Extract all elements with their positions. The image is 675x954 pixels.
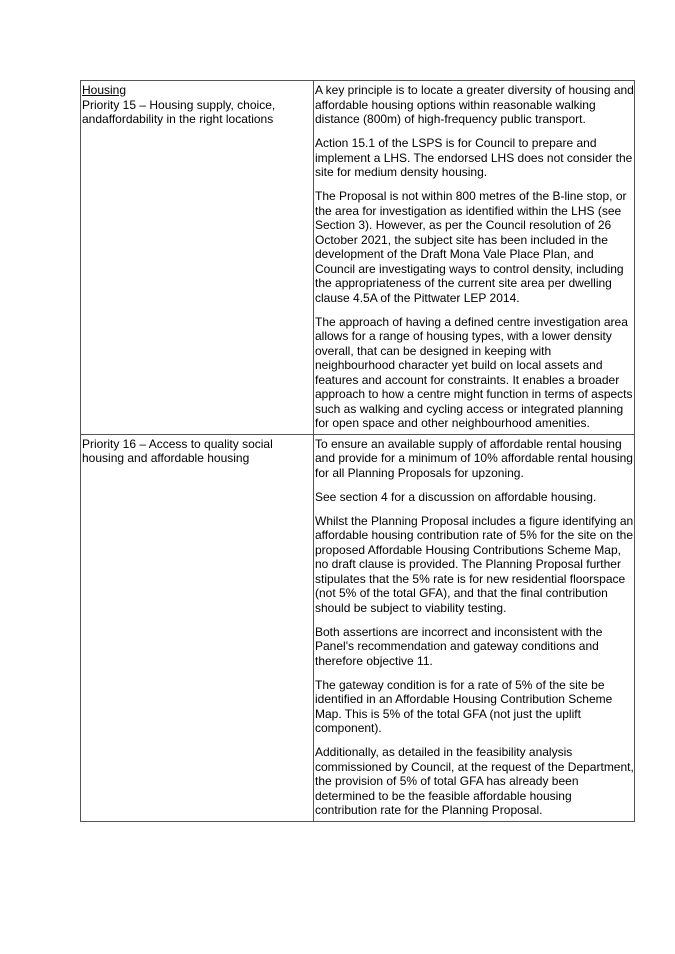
priority-cell [81, 81, 314, 435]
paragraph: The gateway condition is for a rate of 5% of the site be identified in an Affordable Housing Contribution Scheme Map. This is 5% of the total GFA (not just the uplift component). [315, 677, 613, 735]
priority-cell [81, 434, 314, 821]
table-row [81, 434, 635, 821]
paragraph: A key principle is to locate a greater diversity of housing and affordable housing options within reasonable walking distance (800m) of high-frequency public transport. [315, 83, 634, 126]
table-row [81, 81, 635, 435]
assessment-table [80, 80, 635, 822]
paragraph: The approach of having a defined centre investigation area allows for a range of housing types, with a lower density overall, that can be designed in keeping with neighbourhood character yet build on local assets and features and account for constraints. It enables a broader approach to how a centre might function in terms of aspects such as walking and cycling access or integrated planning for open space and other neighbourhood amenities. [315, 314, 633, 430]
section-heading: Housing [82, 83, 127, 97]
paragraph: To ensure an available supply of affordable rental housing and provide for a minimum of 10% affordable rental housing for all Planning Proposals for upzoning. [315, 436, 633, 480]
paragraph: Whilst the Planning Proposal includes a figure identifying an affordable housing contribution rate of 5% for the site on the proposed Affordable Housing Contributions Scheme Map, no draft clause is provided. The Planning Proposal further stipulates that the 5% rate is for new residential floorspace (not 5% of the total GFA), and that the final contribution should be subject to viability testing. [315, 513, 634, 615]
priority-label: Priority 16 – Access to quality social housing and affordable housing [82, 436, 273, 465]
paragraph: Action 15.1 of the LSPS is for Council to prepare and implement a LHS. The endorsed LHS does not consider the site for medium density housing. [315, 136, 633, 179]
paragraph: The Proposal is not within 800 metres of the B-line stop, or the area for investigation as identified within the LHS (see Section 3). However, as per the Council resolution of 26 October 2021, the subject site has been included in the development of the Draft Mona Vale Place Plan, and Council are investigating ways to control density, including the appropriateness of the current site area per dwelling clause 4.5A of the Pittwater LEP 2014. [315, 189, 627, 305]
paragraph: Both assertions are incorrect and inconsistent with the Panel's recommendation and gateway conditions and therefore objective 11. [315, 624, 603, 668]
paragraph: Additionally, as detailed in the feasibility analysis commissioned by Council, at the request of the Department, the provision of 5% of total GFA has already been determined to be the feasible affordable housing contribution rate for the Planning Proposal. [315, 745, 634, 817]
response-cell [314, 434, 635, 821]
priority-label: Priority 15 – Housing supply, choice, andaffordability in the right locations [82, 97, 276, 126]
response-cell [314, 81, 635, 435]
paragraph: See section 4 for a discussion on affordable housing. [315, 489, 597, 504]
